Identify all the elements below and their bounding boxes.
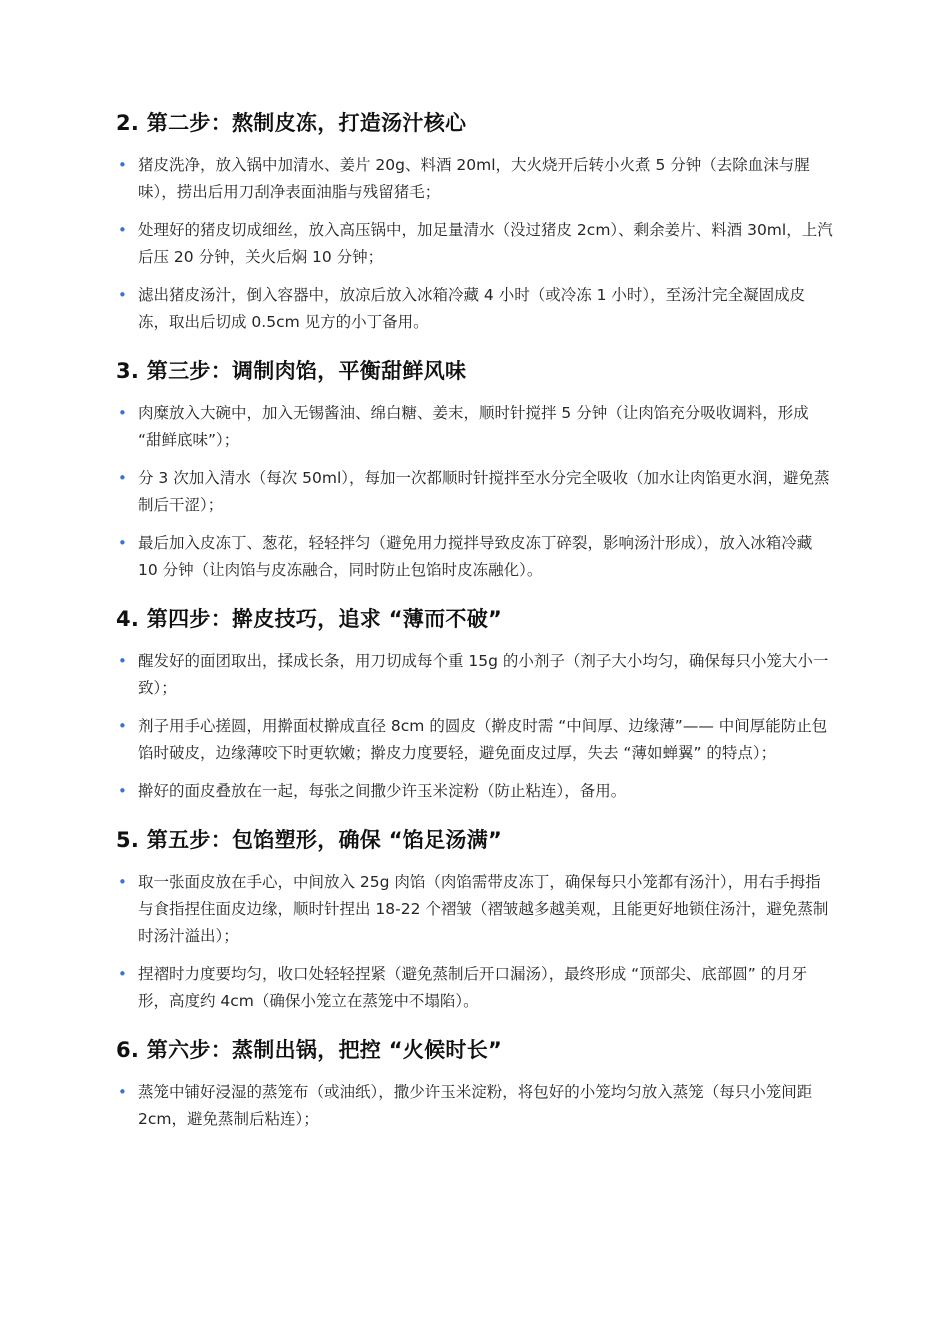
step-list: [116, 869, 834, 1015]
bullet-icon: •: [118, 652, 127, 670]
recipe-document: [116, 108, 834, 1153]
bullet-icon: •: [118, 873, 127, 891]
section-title: 3. 第三步：调制肉馅，平衡甜鲜风味: [116, 359, 467, 383]
step-list: [116, 400, 834, 584]
list-item-text: 擀好的面皮叠放在一起，每张之间撒少许玉米淀粉（防止粘连），备用。: [138, 782, 627, 800]
section-step-4: [116, 604, 834, 805]
section-title: 4. 第四步：擀皮技巧，追求 “薄而不破”: [116, 607, 503, 631]
bullet-icon: •: [118, 286, 127, 304]
list-item: [116, 400, 834, 454]
step-list: [116, 1079, 834, 1133]
bullet-icon: •: [118, 965, 127, 983]
step-list: [116, 152, 834, 336]
list-item-text: 最后加入皮冻丁、葱花，轻轻拌匀（避免用力搅拌导致皮冻丁碎裂，影响汤汁形成），放入冰箱冷藏 10 分钟（让肉馅与皮冻融合，同时防止包馅时皮冻融化）。: [138, 534, 813, 579]
list-item-text: 分 3 次加入清水（每次 50ml），每加一次都顺时针搅拌至水分完全吸收（加水让肉馅更水润，避免蒸制后干涩）；: [138, 469, 830, 514]
list-item-text: 捏褶时力度要均匀，收口处轻轻捏紧（避免蒸制后开口漏汤），最终形成 “顶部尖、底部圆” 的月牙形，高度约 4cm（确保小笼立在蒸笼中不塌陷）。: [138, 965, 808, 1010]
section-step-5: [116, 825, 834, 1015]
bullet-icon: •: [118, 404, 127, 422]
list-item: [116, 217, 834, 271]
list-item: [116, 282, 834, 336]
list-item: [116, 152, 834, 206]
list-item-text: 猪皮洗净，放入锅中加清水、姜片 20g、料酒 20ml，大火烧开后转小火煮 5 分钟（去除血沫与腥味），捞出后用刀刮净表面油脂与残留猪毛；: [138, 156, 810, 201]
list-item: [116, 530, 834, 584]
list-item-text: 处理好的猪皮切成细丝，放入高压锅中，加足量清水（没过猪皮 2cm）、剩余姜片、料酒 30ml，上汽后压 20 分钟，关火后焖 10 分钟；: [138, 221, 833, 266]
list-item: [116, 648, 834, 702]
list-item: [116, 713, 834, 767]
list-item: [116, 1079, 834, 1133]
list-item-text: 肉糜放入大碗中，加入无锡酱油、绵白糖、姜末，顺时针搅拌 5 分钟（让肉馅充分吸收调料，形成 “甜鲜底味”）；: [138, 404, 809, 449]
step-list: [116, 648, 834, 805]
list-item: [116, 778, 834, 805]
list-item: [116, 465, 834, 519]
list-item-text: 滤出猪皮汤汁，倒入容器中，放凉后放入冰箱冷藏 4 小时（或冷冻 1 小时），至汤汁完全凝固成皮冻，取出后切成 0.5cm 见方的小丁备用。: [138, 286, 806, 331]
bullet-icon: •: [118, 782, 127, 800]
section-step-2: [116, 108, 834, 336]
bullet-icon: •: [118, 469, 127, 487]
bullet-icon: •: [118, 1083, 127, 1101]
list-item-text: 剂子用手心搓圆，用擀面杖擀成直径 8cm 的圆皮（擀皮时需 “中间厚、边缘薄”—— 中间厚能防止包馅时破皮，边缘薄咬下时更软嫩；擀皮力度要轻，避免面皮过厚，失去 “薄如蝉翼” 的特点）；: [138, 717, 828, 762]
section-title: 5. 第五步：包馅塑形，确保 “馅足汤满”: [116, 828, 503, 852]
bullet-icon: •: [118, 221, 127, 239]
section-step-6: [116, 1035, 834, 1133]
bullet-icon: •: [118, 534, 127, 552]
section-step-3: [116, 356, 834, 584]
list-item-text: 取一张面皮放在手心，中间放入 25g 肉馅（肉馅需带皮冻丁，确保每只小笼都有汤汁），用右手拇指与食指捏住面皮边缘，顺时针捏出 18-22 个褶皱（褶皱越多越美观，且能更好地锁住汤汁，避免蒸制时汤汁溢出）；: [138, 873, 829, 945]
bullet-icon: •: [118, 156, 127, 174]
list-item-text: 蒸笼中铺好浸湿的蒸笼布（或油纸），撒少许玉米淀粉，将包好的小笼均匀放入蒸笼（每只小笼间距 2cm，避免蒸制后粘连）；: [138, 1083, 813, 1128]
list-item: [116, 869, 834, 950]
bullet-icon: •: [118, 717, 127, 735]
section-title: 2. 第二步：熬制皮冻，打造汤汁核心: [116, 111, 467, 135]
section-title: 6. 第六步：蒸制出锅，把控 “火候时长”: [116, 1038, 503, 1062]
list-item: [116, 961, 834, 1015]
list-item-text: 醒发好的面团取出，揉成长条，用刀切成每个重 15g 的小剂子（剂子大小均匀，确保每只小笼大小一致）；: [138, 652, 829, 697]
